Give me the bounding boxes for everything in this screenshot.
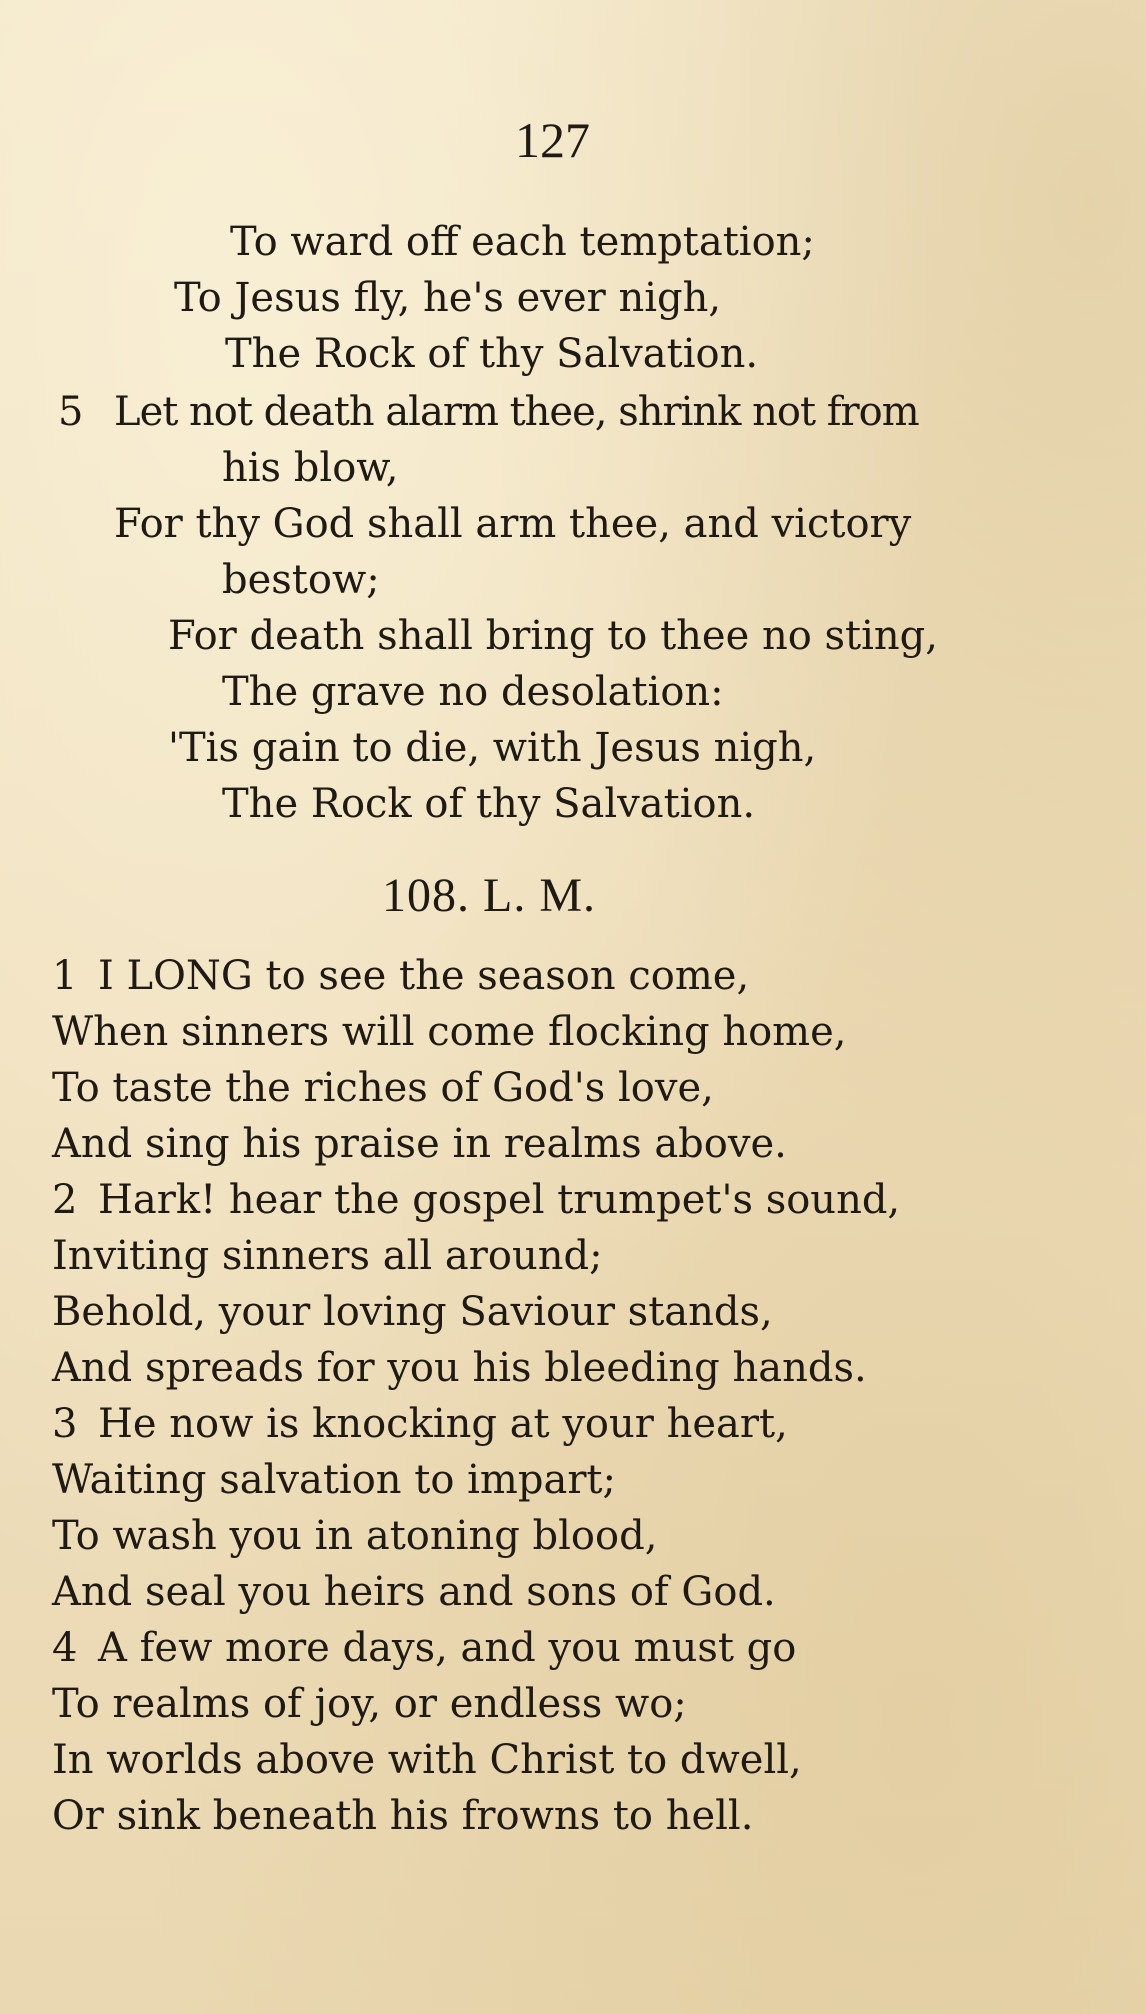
poem-line: 'Tis gain to die, with Jesus nigh, <box>168 725 817 771</box>
stanza-number: 5 <box>58 389 84 435</box>
poem-line: Hark! hear the gospel trumpet's sound, <box>98 1177 901 1223</box>
poem-line: When sinners will come flocking home, <box>52 1009 847 1055</box>
poem-line: To realms of joy, or endless wo; <box>52 1681 687 1727</box>
poem-line: Let not death alarm thee, shrink not from <box>114 389 919 435</box>
poem-line: The grave no desolation: <box>222 669 724 715</box>
poem-line: To ward off each temptation; <box>230 219 815 265</box>
poem-line: Inviting sinners all around; <box>52 1233 603 1279</box>
hymn-heading: 108. L. M. <box>382 869 596 922</box>
poem-line: And seal you heirs and sons of God. <box>52 1569 776 1615</box>
page-number: 127 <box>515 112 590 168</box>
poem-line: The Rock of thy Salvation. <box>222 781 756 827</box>
poem-line: A few more days, and you must go <box>98 1625 797 1671</box>
poem-line: Waiting salvation to impart; <box>52 1457 616 1503</box>
poem-line: And spreads for you his bleeding hands. <box>52 1345 867 1391</box>
verse-number: 4 <box>52 1625 78 1671</box>
poem-line: And sing his praise in realms above. <box>52 1121 787 1167</box>
poem-line: I LONG to see the season come, <box>98 953 750 999</box>
verse-number: 1 <box>52 953 78 999</box>
poem-line: In worlds above with Christ to dwell, <box>52 1737 802 1783</box>
poem-line: bestow; <box>222 557 380 603</box>
verse-number: 3 <box>52 1401 78 1447</box>
poem-line: To Jesus fly, he's ever nigh, <box>174 275 722 321</box>
poem-line: He now is knocking at your heart, <box>98 1401 788 1447</box>
poem-line: To wash you in atoning blood, <box>52 1513 658 1559</box>
poem-line: For death shall bring to thee no sting, <box>168 613 938 659</box>
poem-line: his blow, <box>222 445 399 491</box>
poem-line: Behold, your loving Saviour stands, <box>52 1289 773 1335</box>
verse-number: 2 <box>52 1177 78 1223</box>
poem-line: The Rock of thy Salvation. <box>225 331 759 377</box>
poem-line: For thy God shall arm thee, and victory <box>114 501 912 547</box>
poem-line: To taste the riches of God's love, <box>52 1065 714 1111</box>
poem-line: Or sink beneath his frowns to hell. <box>52 1793 754 1839</box>
